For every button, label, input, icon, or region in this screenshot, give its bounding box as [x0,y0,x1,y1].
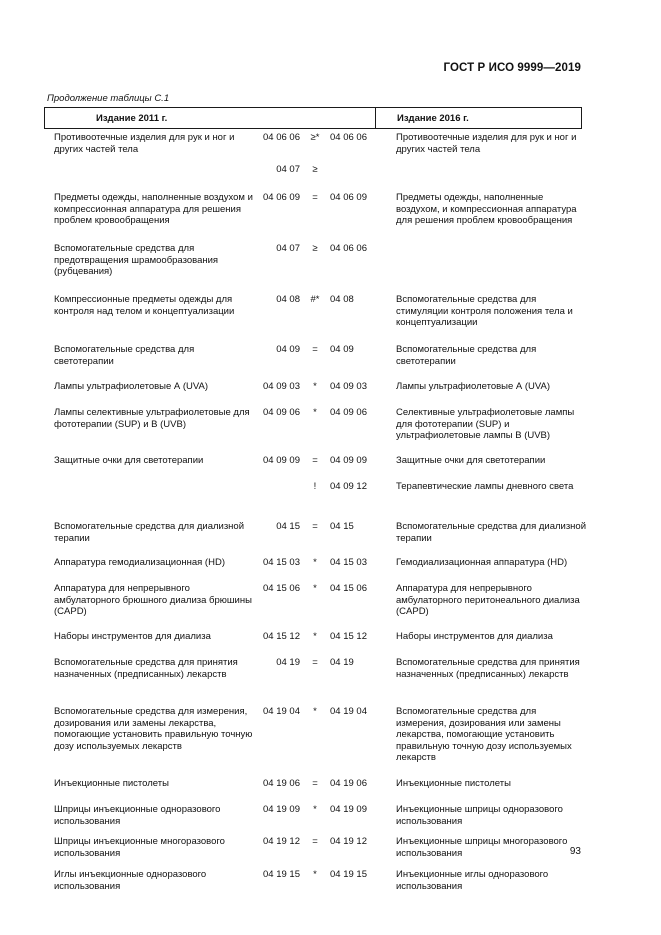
old-code: 04 19 12 [263,836,300,847]
new-term: Инъекционные шприцы одноразового использования [396,804,563,827]
new-code: 04 19 [330,657,354,668]
page-number: 93 [569,846,581,857]
new-term: Селективные ультрафиолетовые лампы для фототерапии (SUP) и ультрафиолетовые лампы В (UVB) [396,407,575,441]
old-term: Шприцы инъекционные одноразового использования [54,804,221,827]
old-code: 04 06 06 [263,132,300,143]
new-code: 04 19 15 [330,869,367,880]
new-term: Инъекционные шприцы многоразового использования [396,836,568,859]
relation-mark: ! [313,481,317,492]
new-code: 04 09 [330,344,354,355]
table-row [0,294,661,334]
table-body [0,132,661,896]
relation-mark: = [312,778,318,789]
table-row [0,778,661,794]
old-term: Шприцы инъекционные многоразового использования [54,836,225,859]
relation-mark: = [312,344,318,355]
column-header-2016: Издание 2016 г. [397,113,469,124]
new-term: Лампы ультрафиолетовые А (UVA) [396,381,551,392]
table-row [0,243,661,283]
old-code: 04 19 [276,657,300,668]
table-row [0,132,661,153]
old-code: 04 07 [276,164,300,175]
old-term: Вспомогательные средства для предотвращения шрамообразования (рубцевания) [54,243,219,277]
column-header-2011: Издание 2011 г. [96,113,168,124]
relation-mark: = [312,455,318,466]
new-term: Вспомогательные средства для светотерапии [396,344,537,367]
standard-title: ГОСТ Р ИСО 9999—2019 [443,62,581,74]
old-term: Вспомогательные средства для диализной терапии [54,521,245,544]
relation-mark: * [313,631,317,642]
relation-mark: ≥ [312,243,318,254]
new-code: 04 15 [330,521,354,532]
new-term: Предметы одежды, наполненные воздухом, и компрессионная аппаратура для решения проблем кровообращения [396,192,577,226]
old-term: Аппаратура гемодиализационная (HD) [54,557,225,568]
relation-mark: = [312,192,318,203]
old-code: 04 09 09 [263,455,300,466]
table-row [0,869,661,896]
table-row [0,455,661,471]
new-term: Наборы инструментов для диализа [396,631,553,642]
new-code: 04 19 09 [330,804,367,815]
relation-mark: #* [310,294,320,305]
table-row [0,407,661,445]
old-term: Вспомогательные средства для измерения, дозирования или замены лекарства, помогающие установить правильную точную дозу используемых лекарств [54,706,253,752]
new-term: Аппаратура для непрерывного амбулаторного перитонеального диализа (CAPD) [396,583,580,617]
new-code: 04 19 04 [330,706,367,717]
relation-mark: * [313,583,317,594]
old-term: Наборы инструментов для диализа [54,631,211,642]
old-term: Аппаратура для непрерывного амбулаторного брюшного диализа брюшины (CAPD) [54,583,252,617]
new-term: Вспомогательные средства для измерения, дозирования или замены лекарства, помогающие установить правильную точную дозу используемых лекарств [396,706,572,763]
old-term: Вспомогательные средства для светотерапии [54,344,195,367]
old-term: Противоотечные изделия для рук и ног и других частей тела [54,132,235,155]
old-code: 04 09 03 [263,381,300,392]
relation-mark: * [313,407,317,418]
relation-mark: = [312,657,318,668]
new-code: 04 15 03 [330,557,367,568]
table-row [0,836,661,859]
new-code: 04 09 09 [330,455,367,466]
relation-mark: * [313,869,317,880]
old-code: 04 15 12 [263,631,300,642]
new-term: Защитные очки для светотерапии [396,455,546,466]
new-term: Противоотечные изделия для рук и ног и других частей тела [396,132,577,155]
old-term: Вспомогательные средства для принятия назначенных (предписанных) лекарств [54,657,238,680]
old-code: 04 19 15 [263,869,300,880]
table-caption: Продолжение таблицы С.1 [47,93,170,104]
new-term: Терапевтические лампы дневного света [396,481,574,492]
relation-mark: = [312,836,318,847]
old-code: 04 08 [276,294,300,305]
old-code: 04 19 04 [263,706,300,717]
table-row [0,381,661,397]
old-code: 04 06 09 [263,192,300,203]
table-row [0,521,661,547]
new-code: 04 06 06 [330,243,367,254]
old-term: Предметы одежды, наполненные воздухом и компрессионная аппаратура для решения проблем кровообращения [54,192,253,226]
old-code: 04 15 03 [263,557,300,568]
new-term: Инъекционные пистолеты [396,778,511,789]
header-divider [375,108,376,128]
table-header [44,107,582,129]
old-term: Лампы ультрафиолетовые А (UVA) [54,381,209,392]
old-term: Компрессионные предметы одежды для контроля над телом и концептуализации [54,294,235,317]
table-row [0,557,661,573]
new-code: 04 06 09 [330,192,367,203]
table-row [0,583,661,621]
relation-mark: ≥* [310,132,320,143]
old-code: 04 15 [276,521,300,532]
old-term: Инъекционные пистолеты [54,778,169,789]
new-code: 04 15 12 [330,631,367,642]
old-code: 04 09 [276,344,300,355]
new-code: 04 06 06 [330,132,367,143]
table-row [0,804,661,826]
table-row [0,192,661,232]
old-code: 04 15 06 [263,583,300,594]
table-row [0,481,661,510]
relation-mark: * [313,557,317,568]
new-code: 04 19 06 [330,778,367,789]
relation-mark: * [313,706,317,717]
old-code: 04 19 09 [263,804,300,815]
new-code: 04 09 06 [330,407,367,418]
new-term: Инъекционные иглы одноразового использования [396,869,549,892]
new-code: 04 08 [330,294,354,305]
table-row [0,706,661,768]
new-code: 04 15 06 [330,583,367,594]
old-term: Иглы инъекционные одноразового использования [54,869,207,892]
relation-mark: = [312,521,318,532]
new-term: Вспомогательные средства для принятия назначенных (предписанных) лекарств [396,657,580,680]
relation-mark: ≥ [312,164,318,175]
new-code: 04 19 12 [330,836,367,847]
new-term: Гемодиализационная аппаратура (HD) [396,557,568,568]
table-row [0,631,661,647]
new-term: Вспомогательные средства для стимуляции контроля положения тела и концептуализации [396,294,573,328]
new-code: 04 09 03 [330,381,367,392]
old-code: 04 09 06 [263,407,300,418]
old-code: 04 19 06 [263,778,300,789]
old-term: Лампы селективные ультрафиолетовые для фототерапии (SUP) и В (UVB) [54,407,250,430]
table-row [0,164,661,182]
new-term: Вспомогательные средства для диализной терапии [396,521,587,544]
table-row [0,657,661,696]
relation-mark: * [313,381,317,392]
table-row [0,344,661,371]
old-term: Защитные очки для светотерапии [54,455,204,466]
new-code: 04 09 12 [330,481,367,492]
old-code: 04 07 [276,243,300,254]
relation-mark: * [313,804,317,815]
